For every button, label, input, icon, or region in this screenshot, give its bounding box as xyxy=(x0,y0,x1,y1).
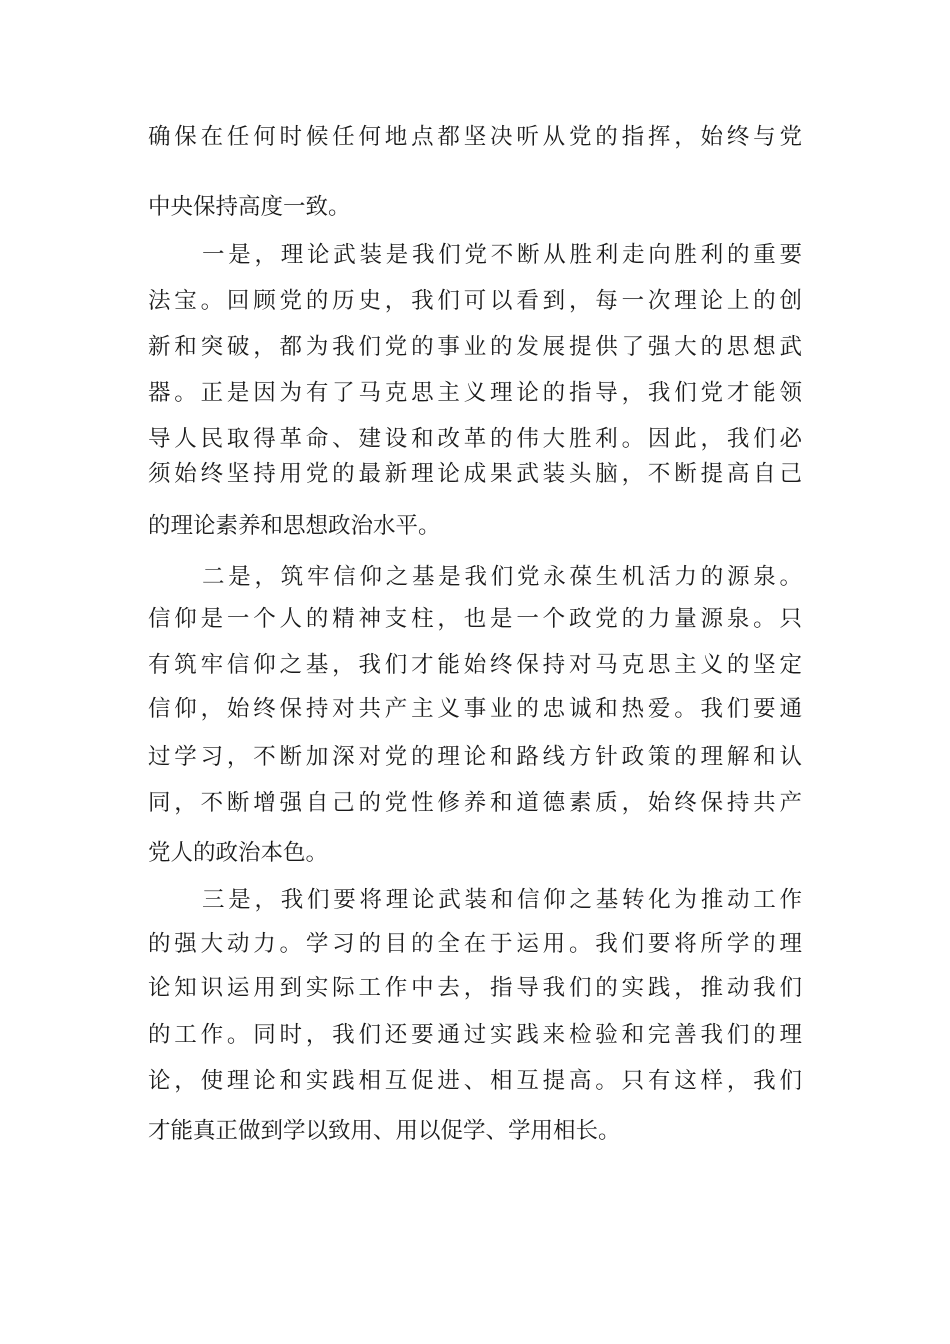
paragraph-first-line: 一是，理论武装是我们党不断从胜利走向胜利的重要 xyxy=(202,242,802,268)
text-line: 导人民取得革命、建设和改革的伟大胜利。因此，我们必 xyxy=(148,426,802,452)
paragraph-first-line: 二是，筑牢信仰之基是我们党永葆生机活力的源泉。 xyxy=(202,564,802,590)
text-line: 有筑牢信仰之基，我们才能始终保持对马克思主义的坚定 xyxy=(148,652,802,678)
text-line: 论知识运用到实际工作中去，指导我们的实践，推动我们 xyxy=(148,975,802,1001)
text-line: 的理论素养和思想政治水平。 xyxy=(148,513,441,539)
text-line: 才能真正做到学以致用、用以促学、学用相长。 xyxy=(148,1118,621,1144)
text-line: 信仰是一个人的精神支柱，也是一个政党的力量源泉。只 xyxy=(148,606,802,632)
text-line: 论，使理论和实践相互促进、相互提高。只有这样，我们 xyxy=(148,1068,802,1094)
text-line: 器。正是因为有了马克思主义理论的指导，我们党才能领 xyxy=(148,380,802,406)
text-line: 同，不断增强自己的党性修养和道德素质，始终保持共产 xyxy=(148,790,802,816)
text-line: 新和突破，都为我们党的事业的发展提供了强大的思想武 xyxy=(148,334,802,360)
text-line: 党人的政治本色。 xyxy=(148,840,329,866)
text-line: 过学习，不断加深对党的理论和路线方针政策的理解和认 xyxy=(148,744,802,770)
text-line: 的工作。同时，我们还要通过实践来检验和完善我们的理 xyxy=(148,1022,802,1048)
text-line: 中央保持高度一致。 xyxy=(148,194,351,220)
text-line: 的强大动力。学习的目的全在于运用。我们要将所学的理 xyxy=(148,931,802,957)
paragraph-first-line: 三是，我们要将理论武装和信仰之基转化为推动工作 xyxy=(202,887,802,913)
text-line: 须始终坚持用党的最新理论成果武装头脑，不断提高自己 xyxy=(148,461,802,487)
text-line: 确保在任何时候任何地点都坚决听从党的指挥，始终与党 xyxy=(148,124,802,150)
text-line: 法宝。回顾党的历史，我们可以看到，每一次理论上的创 xyxy=(148,288,802,314)
text-line: 信仰，始终保持对共产主义事业的忠诚和热爱。我们要通 xyxy=(148,696,802,722)
